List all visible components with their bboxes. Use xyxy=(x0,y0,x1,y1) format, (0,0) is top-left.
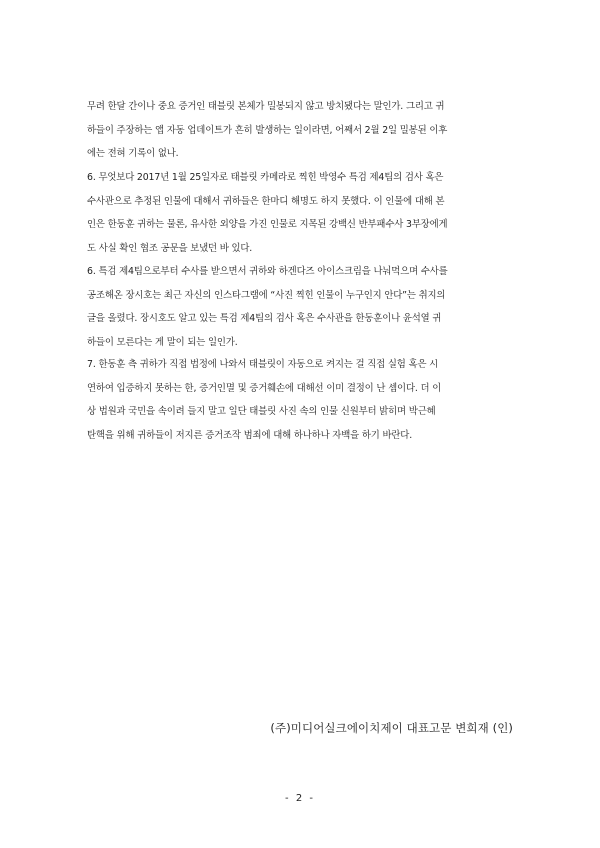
paragraph-line: 인은 한동훈 귀하는 물론, 유사한 외양을 가진 인물로 지목된 강백신 반부패수사 3부장에게 xyxy=(87,219,448,231)
paragraph-line: 7. 한동훈 측 귀하가 직접 법정에 나와서 태블릿이 자동으로 켜지는 걸 직접 실험 혹은 시 xyxy=(87,359,439,370)
paragraph-item-7-demand xyxy=(87,353,513,447)
paragraph-line: 6. 특검 제4팀으로부터 수사를 받으면서 귀하와 하겐다즈 아이스크림을 나눠먹으며 수사를 xyxy=(87,266,448,277)
paragraph-line: 글을 올렸다. 장시호도 알고 있는 특검 제4팀의 검사 혹은 수사관을 한동훈이나 윤석열 귀 xyxy=(87,313,442,325)
paragraph-line: 탄핵을 위해 귀하들이 저지른 증거조작 범죄에 대해 하나하나 자백을 하기 바란다. xyxy=(87,429,413,441)
paragraph-line: 공조해온 장시호는 최근 자신의 인스타그램에 “사진 찍힌 인물이 누구인지 안다”는 취지의 xyxy=(87,289,446,301)
paragraph-item-6-jang-siho xyxy=(87,260,513,354)
paragraph-item-6-camera-photo xyxy=(87,166,513,260)
signature-line: (주)미디어실크에이치제이 대표고문 변희재 (인) xyxy=(270,721,513,735)
paragraph-line: 상 법원과 국민을 속이려 들지 말고 일단 태블릿 사진 속의 인물 신원부터 밝히며 박근혜 xyxy=(87,406,436,418)
page-number: - 2 - xyxy=(285,793,315,804)
paragraph-line: 하들이 모른다는 게 말이 되는 일인가. xyxy=(87,336,238,348)
paragraph-line: 에는 전혀 기록이 없나. xyxy=(87,148,179,160)
paragraph-line: 연하여 입증하지 못하는 한, 증거인멸 및 증거훼손에 대해선 이미 결정이 난 셈이다. 더 이 xyxy=(87,382,442,394)
paragraph-line: 도 사실 확인 협조 공문을 보냈던 바 있다. xyxy=(87,242,253,254)
paragraph-line: 하들이 주장하는 앱 자동 업데이트가 흔히 발생하는 일이라면, 어째서 2월 2일 밀봉된 이후 xyxy=(87,124,448,136)
paragraph-evidence-unsealed xyxy=(87,95,513,166)
paragraph-line: 무려 한달 간이나 중요 증거인 태블릿 본체가 밀봉되지 않고 방치됐다는 말인가. 그리고 귀 xyxy=(87,101,445,112)
paragraph-line: 6. 무엇보다 2017년 1월 25일자로 태블릿 카메라로 찍힌 박영수 특검 제4팀의 검사 혹은 xyxy=(87,172,444,183)
paragraph-line: 수사관으로 추정된 인물에 대해서 귀하들은 한마디 해명도 하지 못했다. 이 인물에 대해 본 xyxy=(87,195,445,207)
